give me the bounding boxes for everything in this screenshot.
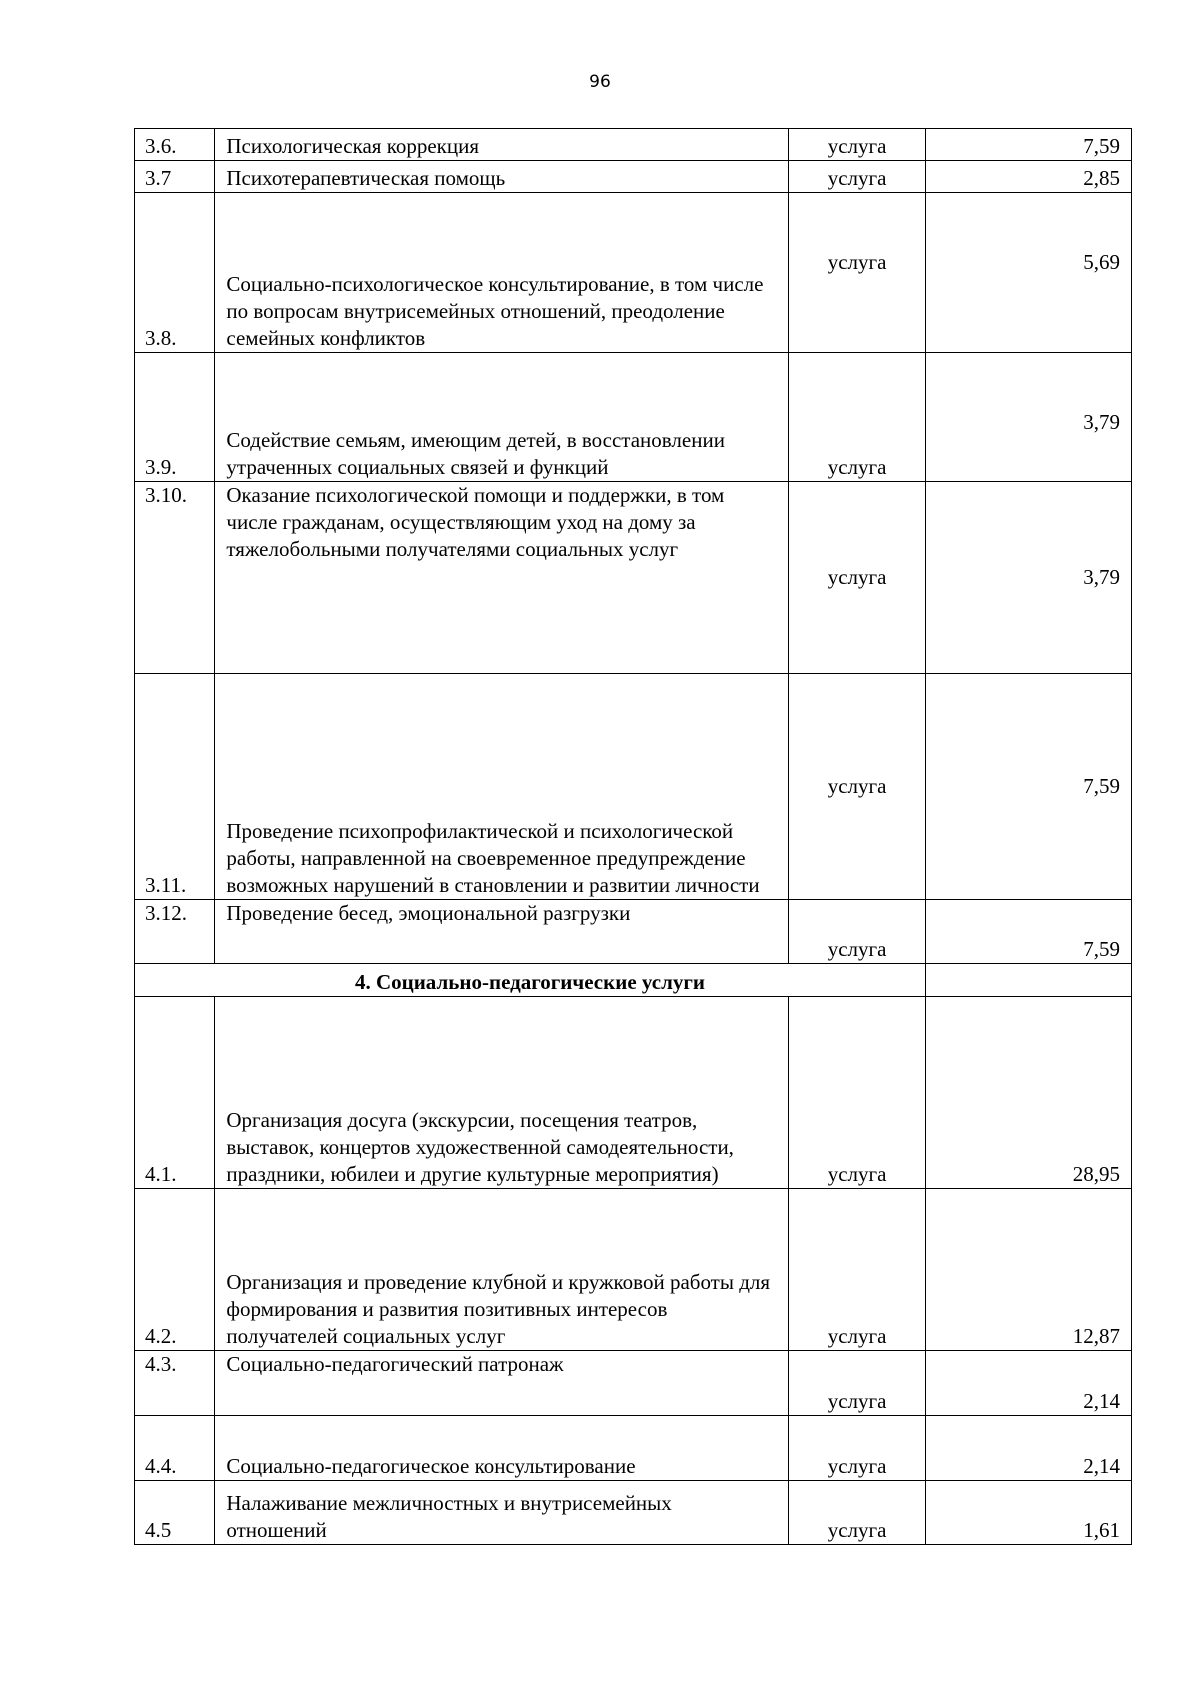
table-row <box>135 1189 1132 1351</box>
value-cell: 2,14 <box>925 1416 1131 1481</box>
service-name: Социально-психологическое консультирование, в том числе по вопросам внутрисемейных отношений, преодоление семейных конфликтов <box>215 193 789 353</box>
value-cell: 12,87 <box>925 1189 1131 1351</box>
row-number: 3.8. <box>135 193 215 353</box>
table-row <box>135 1481 1132 1545</box>
unit-cell: услуга <box>789 353 926 482</box>
table-row <box>135 193 1132 353</box>
row-number: 3.10. <box>135 482 215 674</box>
table-row <box>135 674 1132 900</box>
row-number: 3.11. <box>135 674 215 900</box>
unit-cell: услуга <box>789 129 926 161</box>
service-name: Оказание психологической помощи и поддержки, в том числе гражданам, осуществляющим уход на дому за тяжелобольными получателями социальных услуг <box>215 482 789 674</box>
service-name: Социально-педагогический патронаж <box>215 1351 789 1416</box>
section-title: 4. Социально-педагогические услуги <box>135 964 926 997</box>
unit-cell: услуга <box>789 482 926 674</box>
row-number: 3.12. <box>135 900 215 964</box>
table-row <box>135 353 1132 482</box>
service-name: Проведение психопрофилактической и психологической работы, направленной на своевременное предупреждение возможных нарушений в становлении и развитии личности <box>215 674 789 900</box>
unit-cell: услуга <box>789 674 926 900</box>
table-row <box>135 129 1132 161</box>
row-number: 3.6. <box>135 129 215 161</box>
value-cell: 3,79 <box>925 353 1131 482</box>
service-name: Содействие семьям, имеющим детей, в восстановлении утраченных социальных связей и функций <box>215 353 789 482</box>
unit-cell: услуга <box>789 1351 926 1416</box>
value-cell: 2,85 <box>925 161 1131 193</box>
unit-cell: услуга <box>789 1481 926 1545</box>
table-row <box>135 900 1132 964</box>
service-name: Организация досуга (экскурсии, посещения театров, выставок, концертов художественной самодеятельности, праздники, юбилеи и другие культурные мероприятия) <box>215 997 789 1189</box>
table-row <box>135 997 1132 1189</box>
unit-cell: услуга <box>789 1189 926 1351</box>
value-cell: 1,61 <box>925 1481 1131 1545</box>
row-number: 4.3. <box>135 1351 215 1416</box>
unit-cell: услуга <box>789 900 926 964</box>
unit-cell: услуга <box>789 997 926 1189</box>
table-row <box>135 1351 1132 1416</box>
row-number: 3.7 <box>135 161 215 193</box>
value-cell: 2,14 <box>925 1351 1131 1416</box>
service-name: Социально-педагогическое консультирование <box>215 1416 789 1481</box>
service-name: Налаживание межличностных и внутрисемейных отношений <box>215 1481 789 1545</box>
row-number: 4.5 <box>135 1481 215 1545</box>
value-cell: 28,95 <box>925 997 1131 1189</box>
table-row <box>135 1416 1132 1481</box>
service-name: Психологическая коррекция <box>215 129 789 161</box>
unit-cell: услуга <box>789 193 926 353</box>
row-number: 3.9. <box>135 353 215 482</box>
value-cell: 7,59 <box>925 900 1131 964</box>
service-name: Организация и проведение клубной и кружковой работы для формирования и развития позитивных интересов получателей социальных услуг <box>215 1189 789 1351</box>
row-number: 4.4. <box>135 1416 215 1481</box>
unit-cell: услуга <box>789 161 926 193</box>
row-number: 4.2. <box>135 1189 215 1351</box>
services-table <box>134 128 1132 1545</box>
value-cell: 5,69 <box>925 193 1131 353</box>
value-cell: 3,79 <box>925 482 1131 674</box>
row-number: 4.1. <box>135 997 215 1189</box>
empty-cell <box>925 964 1131 997</box>
service-name: Проведение бесед, эмоциональной разгрузки <box>215 900 789 964</box>
page-number: 96 <box>589 72 611 92</box>
table-row <box>135 161 1132 193</box>
value-cell: 7,59 <box>925 674 1131 900</box>
unit-cell: услуга <box>789 1416 926 1481</box>
table-row <box>135 482 1132 674</box>
value-cell: 7,59 <box>925 129 1131 161</box>
service-name: Психотерапевтическая помощь <box>215 161 789 193</box>
section-row <box>135 964 1132 997</box>
